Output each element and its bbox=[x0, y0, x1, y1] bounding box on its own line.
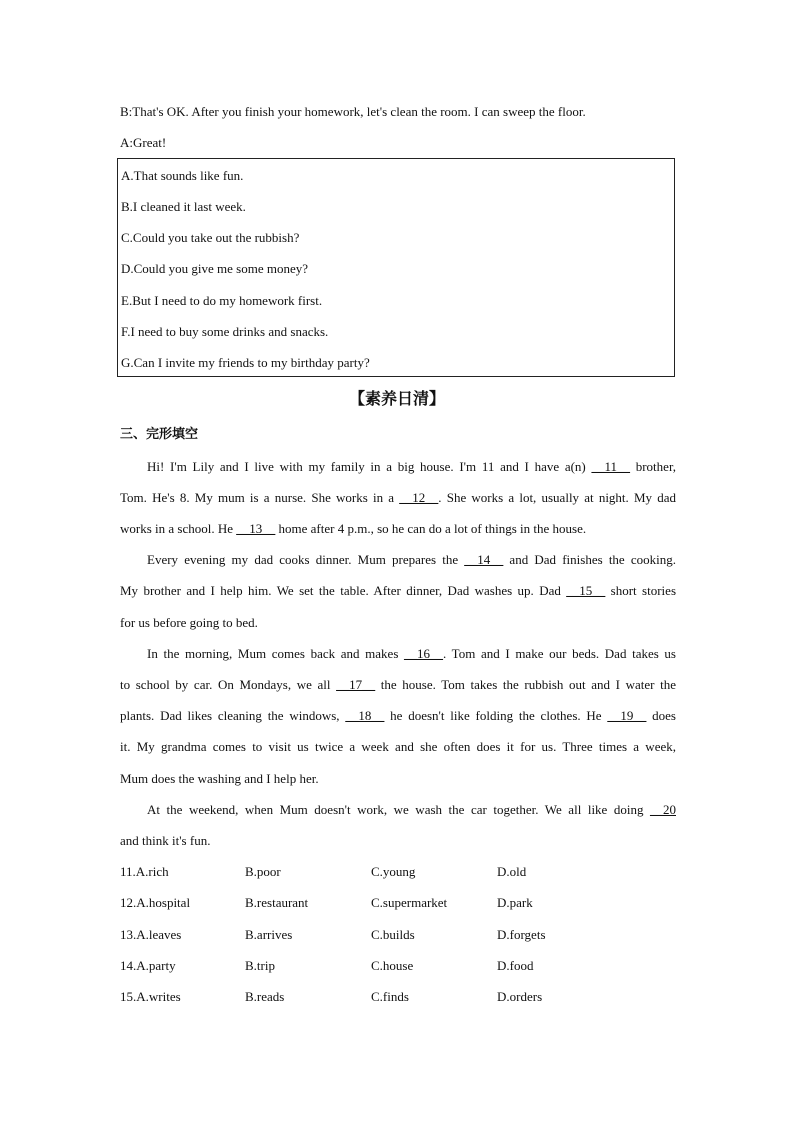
q14-option-a: 14.A.party bbox=[120, 958, 176, 973]
q14-option-b: B.trip bbox=[245, 958, 275, 973]
q11-option-b: B.poor bbox=[245, 864, 281, 879]
passage-p1-line1: Hi! I'm Lily and I live with my family in a big house. I'm 11 and I have a(n) __11__ brother, bbox=[147, 459, 676, 474]
passage-p2-line2: My brother and I help him. We set the table. After dinner, Dad washes up. Dad __15__ short stories bbox=[120, 583, 676, 598]
blank-15: __15__ bbox=[566, 583, 606, 598]
dialogue-line-b: B:That's OK. After you finish your homework, let's clean the room. I can sweep the floor. bbox=[120, 104, 586, 119]
q15-option-b: B.reads bbox=[245, 989, 285, 1004]
q12-option-d: D.park bbox=[497, 895, 533, 910]
question-11 bbox=[120, 863, 680, 881]
q12-option-c: C.supermarket bbox=[371, 895, 448, 910]
q14-option-d: D.food bbox=[497, 958, 534, 973]
passage-p4-line1: At the weekend, when Mum doesn't work, we wash the car together. We all like doing __20 bbox=[147, 802, 676, 817]
option-e: E.But I need to do my homework first. bbox=[121, 293, 323, 308]
dialogue-line-a: A:Great! bbox=[120, 135, 167, 150]
q13-option-a: 13.A.leaves bbox=[120, 927, 182, 942]
q15-option-a: 15.A.writes bbox=[120, 989, 181, 1004]
q12-option-a: 12.A.hospital bbox=[120, 895, 191, 910]
passage-p3-line5: Mum does the washing and I help her. bbox=[120, 771, 319, 786]
blank-11: __11__ bbox=[591, 459, 631, 474]
section-heading: 三、完形填空 bbox=[120, 427, 199, 442]
passage-p1-line2: Tom. He's 8. My mum is a nurse. She works in a __12__. She works a lot, usually at night. My dad bbox=[120, 490, 676, 505]
question-14 bbox=[120, 957, 680, 975]
q12-option-b: B.restaurant bbox=[245, 895, 309, 910]
blank-17: __17__ bbox=[336, 677, 376, 692]
option-c: C.Could you take out the rubbish? bbox=[121, 230, 300, 245]
option-f: F.I need to buy some drinks and snacks. bbox=[121, 324, 329, 339]
q14-option-c: C.house bbox=[371, 958, 414, 973]
q15-option-c: C.finds bbox=[371, 989, 409, 1004]
q15-option-d: D.orders bbox=[497, 989, 543, 1004]
blank-12: __12__ bbox=[399, 490, 439, 505]
q11-option-d: D.old bbox=[497, 864, 527, 879]
passage-p1-line3: works in a school. He __13__ home after 4 p.m., so he can do a lot of things in the house. bbox=[120, 521, 587, 536]
q11-option-c: C.young bbox=[371, 864, 416, 879]
answer-options-box bbox=[117, 158, 675, 377]
option-b: B.I cleaned it last week. bbox=[121, 199, 246, 214]
blank-13: __13__ bbox=[236, 521, 276, 536]
passage-p4-line2: and think it's fun. bbox=[120, 833, 211, 848]
passage-p3-line2: to school by car. On Mondays, we all __17__ the house. Tom takes the rubbish out and I water the bbox=[120, 677, 676, 692]
option-g: G.Can I invite my friends to my birthday party? bbox=[121, 355, 370, 370]
q13-option-c: C.builds bbox=[371, 927, 415, 942]
blank-18: __18__ bbox=[345, 708, 385, 723]
passage-p2-line1: Every evening my dad cooks dinner. Mum prepares the __14__ and Dad finishes the cooking. bbox=[147, 552, 676, 567]
question-13 bbox=[120, 926, 680, 944]
passage-p3-line3: plants. Dad likes cleaning the windows, __18__ he doesn't like folding the clothes. He __19__ does bbox=[120, 708, 676, 723]
q13-option-d: D.forgets bbox=[497, 927, 546, 942]
question-12 bbox=[120, 894, 680, 912]
section-title: 【素养日清】 bbox=[348, 389, 445, 408]
passage-p2-line3: for us before going to bed. bbox=[120, 615, 258, 630]
blank-20: __20 bbox=[650, 802, 676, 817]
passage-p3-line4: it. My grandma comes to visit us twice a week and she often does it for us. Three times a week, bbox=[120, 739, 676, 754]
blank-16: __16__ bbox=[404, 646, 444, 661]
question-15 bbox=[120, 988, 680, 1006]
blank-19: __19__ bbox=[607, 708, 647, 723]
q13-option-b: B.arrives bbox=[245, 927, 293, 942]
option-d: D.Could you give me some money? bbox=[121, 261, 309, 276]
q11-option-a: 11.A.rich bbox=[120, 864, 169, 879]
passage-p3-line1: In the morning, Mum comes back and makes __16__. Tom and I make our beds. Dad takes us bbox=[147, 646, 676, 661]
option-a: A.That sounds like fun. bbox=[121, 168, 244, 183]
blank-14: __14__ bbox=[464, 552, 504, 567]
